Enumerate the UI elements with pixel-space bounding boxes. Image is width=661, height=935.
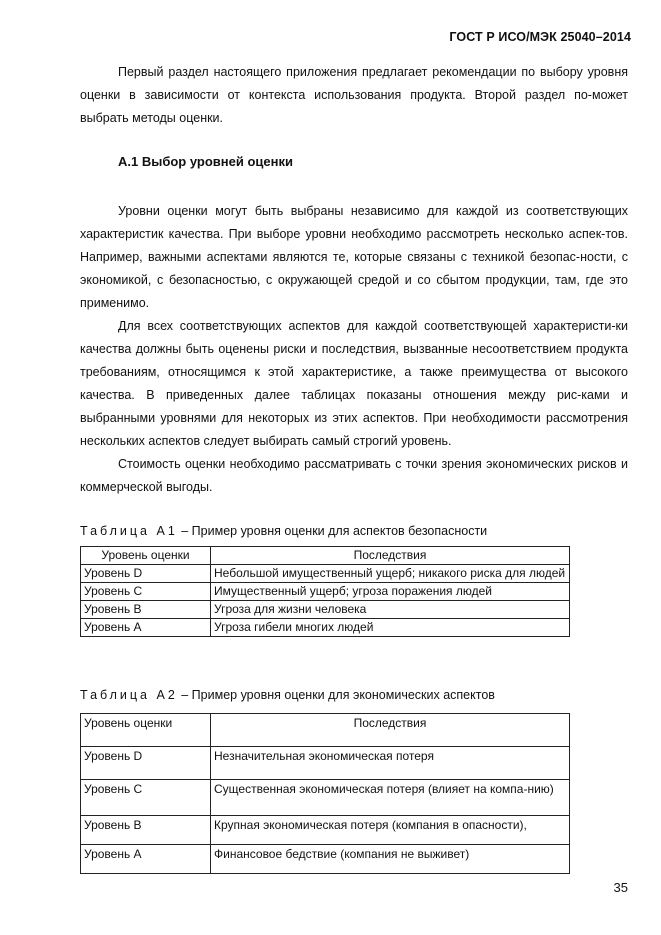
table-cell: Уровень D [81, 565, 211, 583]
table-row [81, 845, 570, 874]
table-cell: Существенная экономическая потеря (влияет на компа-нию) [211, 780, 570, 816]
table2-caption-text: – Пример уровня оценки для экономических аспектов [177, 688, 495, 702]
table-row [81, 816, 570, 845]
table2-caption [80, 688, 495, 702]
table-row [81, 565, 570, 583]
table-cell: Уровень С [81, 780, 211, 816]
table-cell: Уровень С [81, 583, 211, 601]
intro-paragraph [80, 61, 628, 130]
table-row [81, 619, 570, 637]
table1-label: Таблица А1 [80, 524, 178, 538]
table-cell: Имущественный ущерб; угроза поражения людей [211, 583, 570, 601]
table-header-row [81, 714, 570, 747]
table2 [80, 713, 570, 874]
document-header: ГОСТ Р ИСО/МЭК 25040–2014 [449, 30, 631, 44]
table-row [81, 747, 570, 780]
table-cell: Уровень D [81, 747, 211, 780]
section-title: А.1 Выбор уровней оценки [118, 154, 293, 169]
table-cell: Небольшой имущественный ущерб; никакого риска для людей [211, 565, 570, 583]
table-cell: Незначительная экономическая потеря [211, 747, 570, 780]
table1-caption-text: – Пример уровня оценки для аспектов безопасности [177, 524, 488, 538]
table-row [81, 583, 570, 601]
table-header-cell: Уровень оценки [81, 547, 211, 565]
table1-caption [80, 524, 487, 538]
table-cell: Угроза гибели многих людей [211, 619, 570, 637]
paragraph-1: Уровни оценки могут быть выбраны независимо для каждой из соответствующих характеристик качества. При выборе уровни необходимо рассмотреть несколько аспек-тов. Например, важными аспектами являются те, которые связаны с техникой безопас-ности, с экономикой, с безопасностью, с окружающей средой и со сбытом продукции, там, где это применимо. [80, 204, 628, 310]
paragraph-3: Стоимость оценки необходимо рассматривать с точки зрения экономических рисков и коммерческой выгоды. [80, 457, 628, 494]
table-cell: Уровень В [81, 816, 211, 845]
table-cell: Угроза для жизни человека [211, 601, 570, 619]
intro-text: Первый раздел настоящего приложения предлагает рекомендации по выбору уровня оценки в зависимости от контекста использования продукта. Второй раздел по-может выбрать методы оценки. [80, 65, 628, 125]
table2-label: Таблица А2 [80, 688, 178, 702]
body-text [80, 200, 628, 499]
table-header-cell: Уровень оценки [81, 714, 211, 747]
table-cell: Уровень А [81, 619, 211, 637]
page-number: 35 [613, 880, 628, 895]
table-header-cell: Последствия [211, 547, 570, 565]
table-cell: Финансовое бедствие (компания не выживет) [211, 845, 570, 874]
table-row [81, 601, 570, 619]
table-cell: Крупная экономическая потеря (компания в опасности), [211, 816, 570, 845]
paragraph-2: Для всех соответствующих аспектов для каждой соответствующей характеристи-ки качества должны быть оценены риски и последствия, вызванные несоответствием продукта требованиям, относящимся к этой характеристике, а также преимущества от высокого качества. В приведенных далее таблицах показаны отношения между рис-ками и выбранными уровнями для некоторых из этих аспектов. При необходимости рассмотрения нескольких аспектов следует выбирать самый строгий уровень. [80, 319, 628, 448]
table-row [81, 780, 570, 816]
table-header-cell: Последствия [211, 714, 570, 747]
table-cell: Уровень В [81, 601, 211, 619]
table-header-row [81, 547, 570, 565]
table1 [80, 546, 570, 637]
table-cell: Уровень А [81, 845, 211, 874]
